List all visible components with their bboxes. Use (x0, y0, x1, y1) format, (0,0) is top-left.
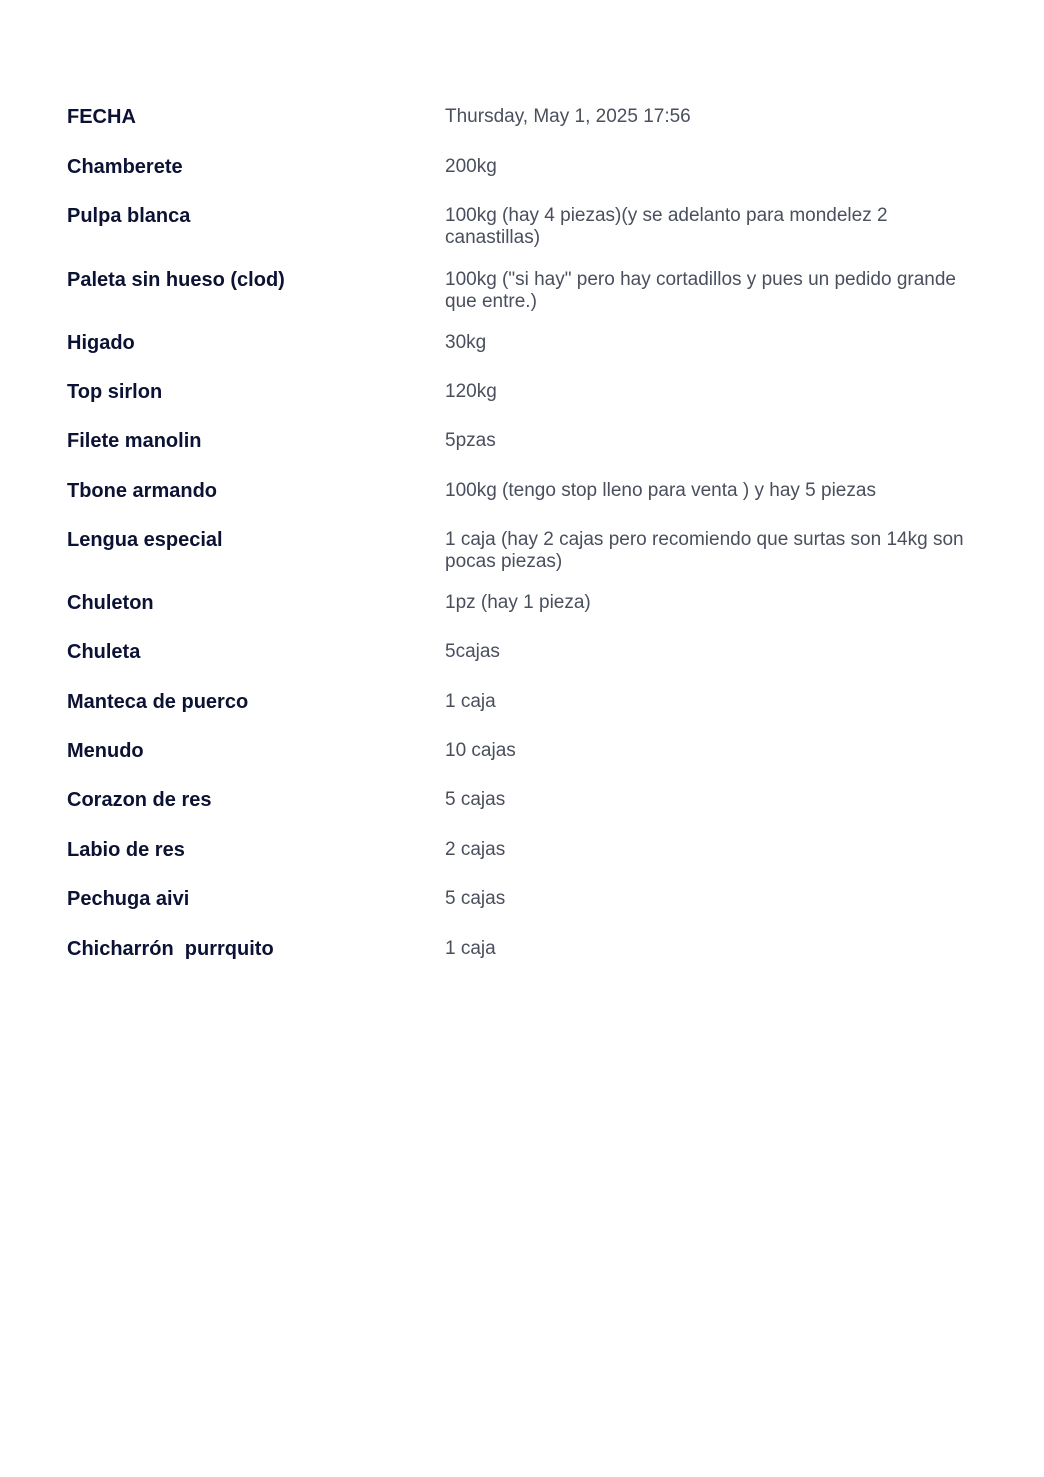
field-label: Manteca de puerco (67, 691, 249, 713)
field-row-pechuga-aivi (67, 886, 987, 936)
field-label: Menudo (67, 740, 144, 762)
field-label: FECHA (67, 106, 136, 128)
field-value: 1 caja (445, 938, 496, 959)
field-value: 120kg (445, 381, 497, 402)
field-row-top-sirlon (67, 379, 987, 428)
field-value: 1pz (hay 1 pieza) (445, 592, 591, 613)
field-row-fecha (67, 104, 987, 154)
field-value: 1 caja (445, 691, 496, 712)
field-label: Chicharrón purrquito (67, 938, 274, 960)
field-row-labio-de-res (67, 837, 987, 886)
field-row-lengua-especial (67, 527, 987, 590)
field-row-corazon-de-res (67, 787, 987, 837)
field-value: 100kg (hay 4 piezas)(y se adelanto para mondelez 2 canastillas) (445, 205, 888, 248)
field-label: Tbone armando (67, 480, 218, 502)
field-label: Paleta sin hueso (clod) (67, 269, 285, 291)
field-value: 1 caja (hay 2 cajas pero recomiendo que surtas son 14kg son pocas piezas) (445, 529, 964, 572)
field-value: 100kg (tengo stop lleno para venta ) y hay 5 piezas (445, 480, 876, 501)
field-value: 5pzas (445, 430, 496, 451)
field-label: Chamberete (67, 156, 183, 178)
field-label: Top sirlon (67, 381, 163, 403)
field-row-manteca-de-puerco (67, 689, 987, 738)
field-label: Higado (67, 332, 135, 354)
field-value: 200kg (445, 156, 497, 177)
field-label: Corazon de res (67, 789, 212, 811)
field-value: 100kg ("si hay" pero hay cortadillos y pues un pedido grande que entre.) (445, 269, 956, 312)
field-value: 5cajas (445, 641, 500, 662)
field-label: Pulpa blanca (67, 205, 191, 227)
field-row-menudo (67, 738, 987, 787)
field-value: Thursday, May 1, 2025 17:56 (445, 106, 691, 127)
field-value: 10 cajas (445, 740, 516, 761)
field-row-filete-manolin (67, 428, 987, 478)
field-label: Chuleta (67, 641, 141, 663)
field-row-paleta-sin-hueso (67, 267, 987, 330)
field-value: 30kg (445, 332, 487, 353)
field-label: Pechuga aivi (67, 888, 190, 910)
field-label: Lengua especial (67, 529, 223, 551)
field-label: Chuleton (67, 592, 154, 614)
field-value: 2 cajas (445, 839, 506, 860)
field-value: 5 cajas (445, 888, 506, 909)
field-list (67, 104, 987, 976)
field-row-chuleton (67, 590, 987, 639)
field-row-chuleta (67, 639, 987, 689)
field-row-chicharron-purrquito (67, 936, 987, 976)
field-row-tbone-armando (67, 478, 987, 527)
field-row-chamberete (67, 154, 987, 203)
field-label: Filete manolin (67, 430, 202, 452)
field-label: Labio de res (67, 839, 185, 861)
field-row-pulpa-blanca (67, 203, 987, 267)
field-value: 5 cajas (445, 789, 506, 810)
field-row-higado (67, 330, 987, 379)
